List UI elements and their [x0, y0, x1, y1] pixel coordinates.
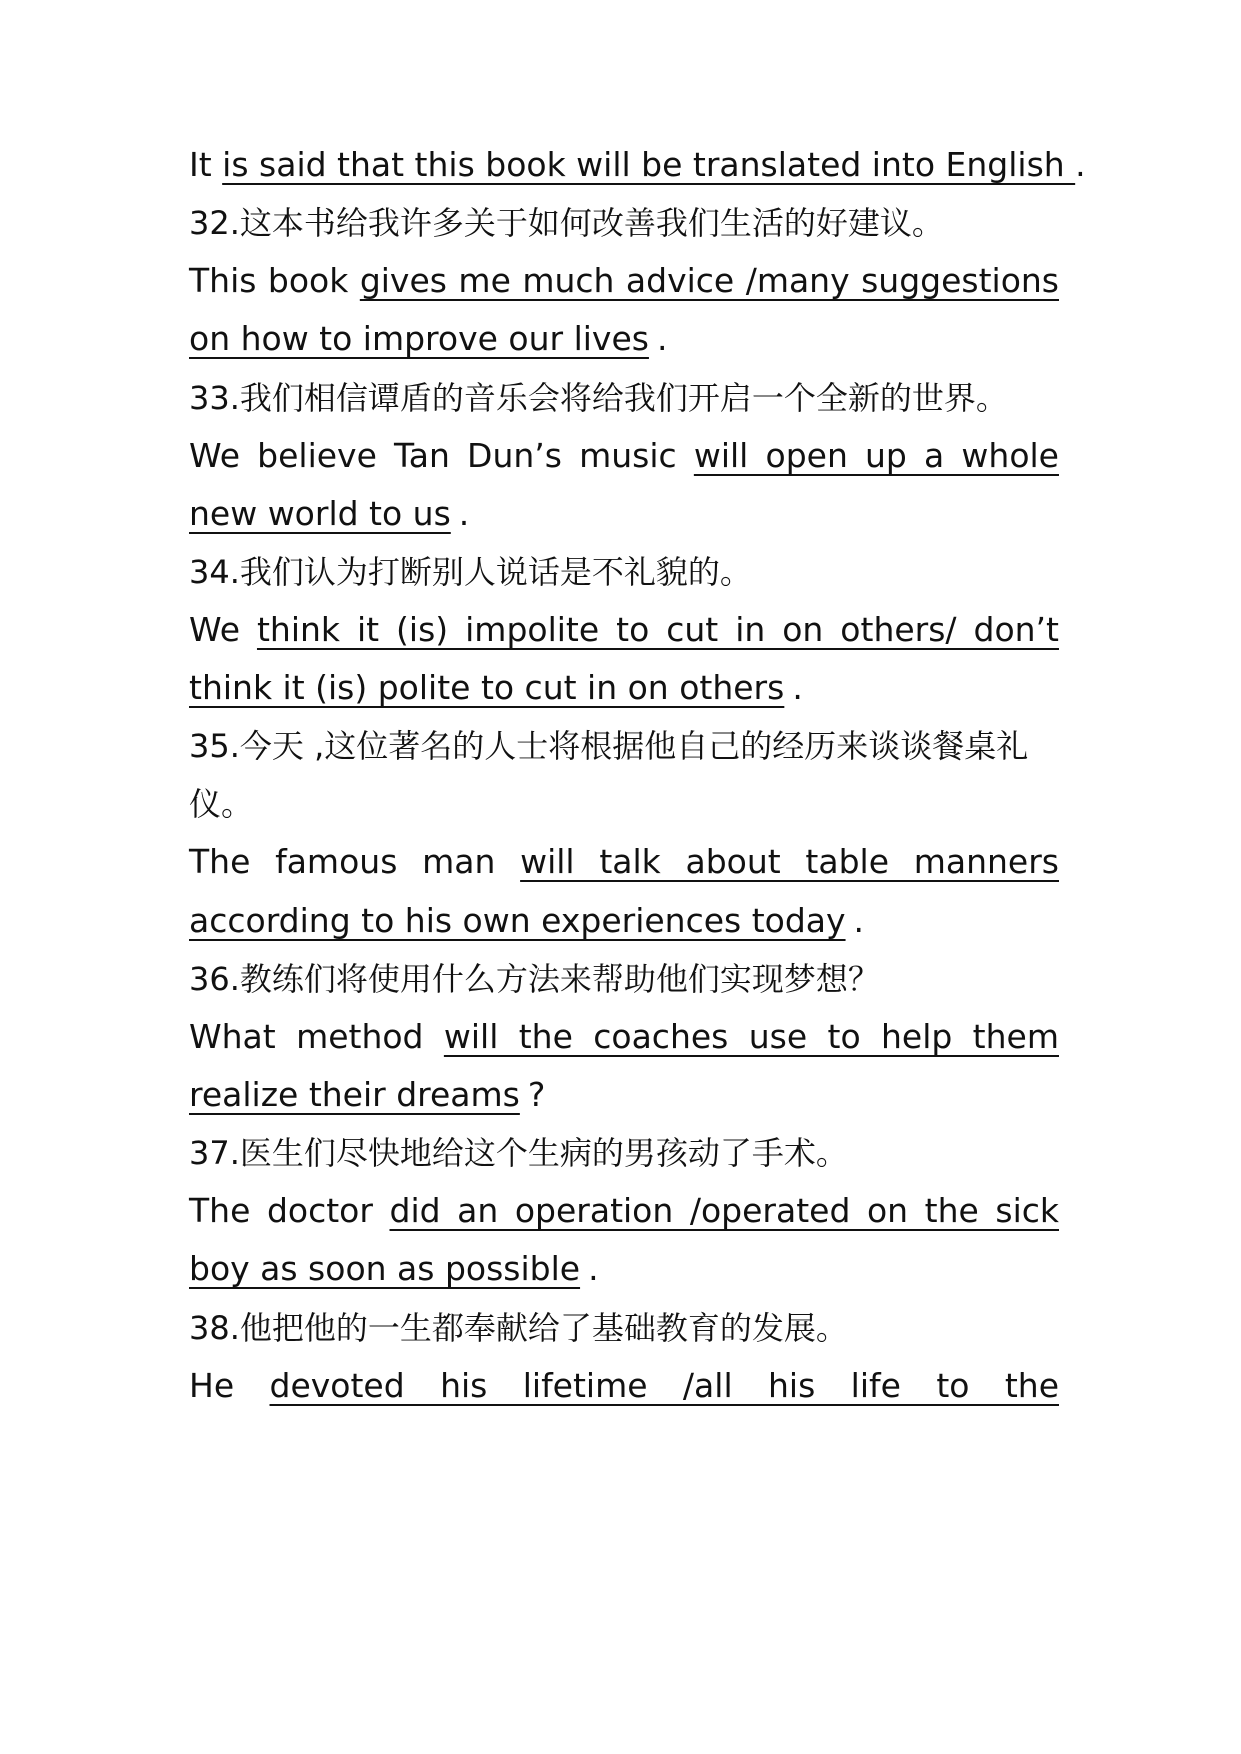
question-33: 33.我们相信谭盾的音乐会将给我们开启一个全新的世界。 [189, 379, 1008, 417]
answer-line: He devoted his lifetime /all his life to the [189, 1366, 1059, 1405]
question-35: 35.今天 ,这位著名的人士将根据他自己的经历来谈谈餐桌礼 [189, 727, 1029, 765]
underlined-answer: new world to us [189, 494, 451, 533]
question-32: 32.这本书给我许多关于如何改善我们生活的好建议。 [189, 204, 944, 242]
question-34: 34.我们认为打断别人说话是不礼貌的。 [189, 553, 752, 591]
answer-line: according to his own experiences today . [189, 901, 865, 940]
underlined-answer: on how to improve our lives [189, 319, 649, 358]
answer-line: The doctor did an operation /operated on the sick [189, 1191, 1059, 1230]
underlined-answer: think it (is) polite to cut in on others [189, 668, 785, 707]
question-35-continued: 仪。 [189, 785, 254, 823]
underlined-answer: will the coaches use to help them [443, 1017, 1059, 1056]
underlined-answer: is said that this book will be translated into English [222, 145, 1076, 184]
underlined-answer: will talk about table manners [520, 842, 1059, 881]
underlined-answer: will open up a whole [693, 436, 1059, 475]
answer-line: The famous man will talk about table manners [189, 842, 1059, 881]
underlined-answer: gives me much advice /many suggestions [359, 261, 1059, 300]
answer-line: What method will the coaches use to help them [189, 1017, 1059, 1056]
underlined-answer: according to his own experiences today [189, 901, 846, 940]
underlined-answer: realize their dreams [189, 1075, 520, 1114]
underlined-answer: did an operation /operated on the sick [389, 1191, 1059, 1230]
answer-line: think it (is) polite to cut in on others . [189, 668, 803, 707]
question-38: 38.他把他的一生都奉献给了基础教育的发展。 [189, 1309, 848, 1347]
question-36: 36.教练们将使用什么方法来帮助他们实现梦想？ [189, 960, 880, 998]
answer-line: We think it (is) impolite to cut in on others/ don’t [189, 610, 1059, 649]
answer-line: new world to us . [189, 494, 470, 533]
answer-line: It is said that this book will be translated into English . [189, 145, 1086, 184]
answer-line: We believe Tan Dun’s music will open up a whole [189, 436, 1059, 475]
answer-line: boy as soon as possible . [189, 1249, 599, 1288]
answer-line: realize their dreams ? [189, 1075, 546, 1114]
question-37: 37.医生们尽快地给这个生病的男孩动了手术。 [189, 1134, 848, 1172]
underlined-answer: devoted his lifetime /all his life to the [269, 1366, 1059, 1405]
answer-line: This book gives me much advice /many suggestions [189, 261, 1059, 300]
answer-line: on how to improve our lives . [189, 319, 668, 358]
underlined-answer: think it (is) impolite to cut in on others/ don’t [256, 610, 1059, 649]
underlined-answer: boy as soon as possible [189, 1249, 581, 1288]
